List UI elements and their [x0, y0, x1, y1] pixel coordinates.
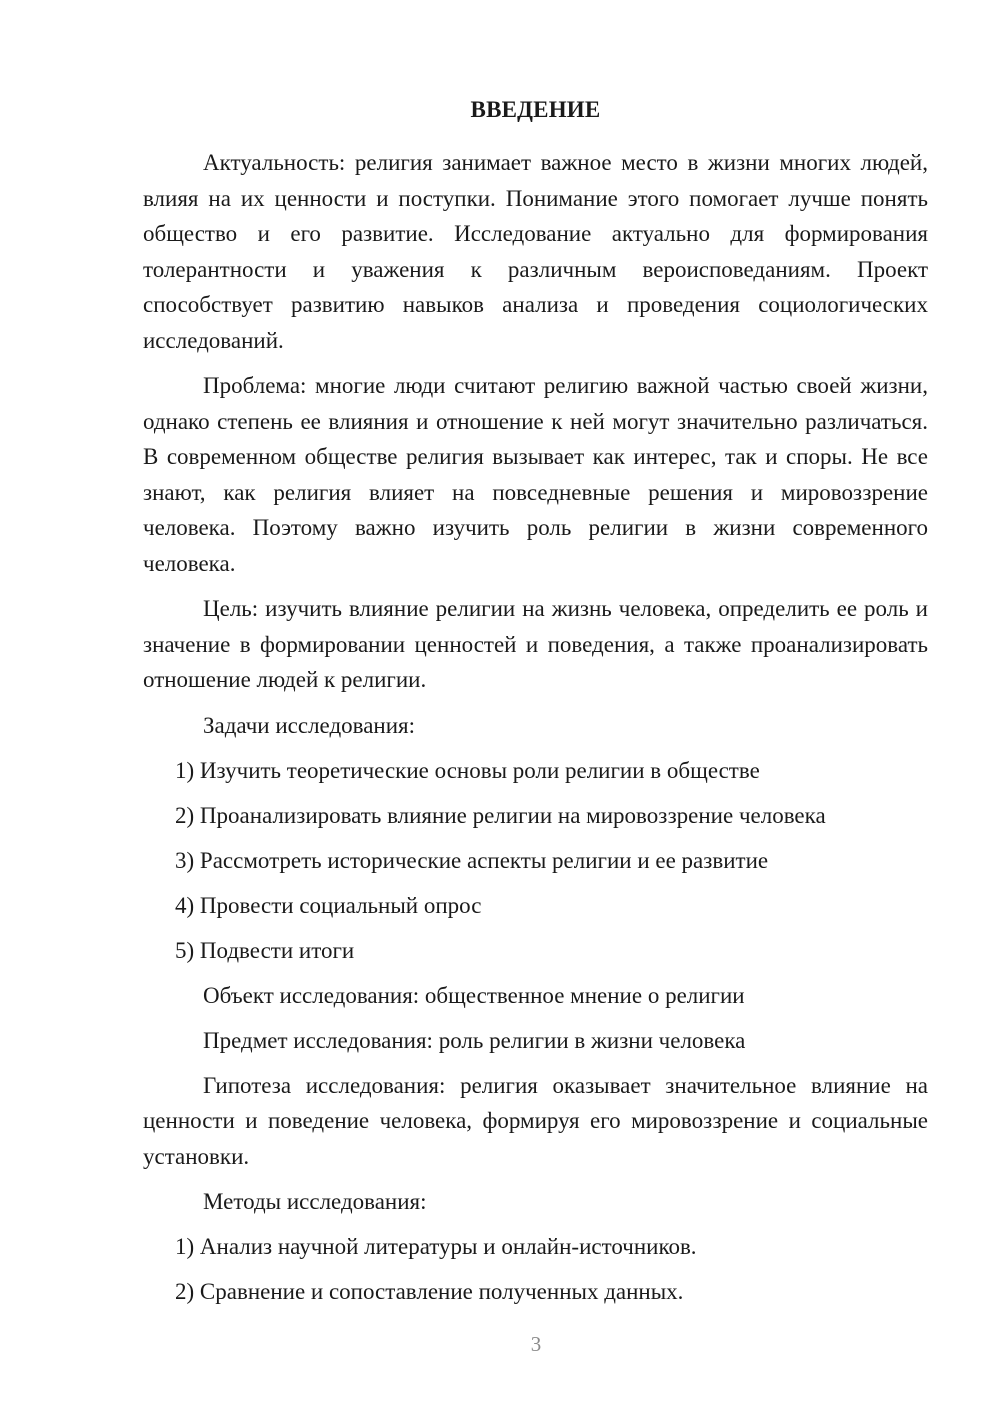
problem-paragraph: Проблема: многие люди считают религию важной частью своей жизни, однако степень ее влияния и отношение к ней могут значительно различаться. В современном обществе религия вызывает как интерес, так и споры. Не все знают, как религия влияет на повседневные решения и мировоззрение человека. Поэтому важно изучить роль религии в жизни современного человека.: [143, 373, 928, 576]
tasks-heading: Задачи исследования:: [203, 712, 416, 738]
methods-list: [143, 1229, 928, 1309]
list-item: 1) Изучить теоретические основы роли религии в обществе: [175, 757, 760, 783]
list-item: 5) Подвести итоги: [175, 937, 355, 963]
list-item: 4) Провести социальный опрос: [175, 892, 482, 918]
goal-paragraph: Цель: изучить влияние религии на жизнь человека, определить ее роль и значение в формировании ценностей и поведения, а также проанализировать отношение людей к религии.: [143, 596, 928, 692]
relevance-paragraph: Актуальность: религия занимает важное место в жизни многих людей, влияя на их ценности и поступки. Понимание этого помогает лучше понять общество и его развитие. Исследование актуально для формирования толерантности и уважения к различным вероисповеданиям. Проект способствует развитию навыков анализа и проведения социологических исследований.: [143, 150, 928, 353]
subject-line: Предмет исследования: роль религии в жизни человека: [203, 1027, 746, 1053]
list-item: 1) Анализ научной литературы и онлайн-источников.: [175, 1234, 697, 1259]
hypothesis-paragraph: Гипотеза исследования: религия оказывает значительное влияние на ценности и поведение человека, формируя его мировоззрение и социальные установки.: [143, 1072, 928, 1169]
section-title: ВВЕДЕНИЕ: [470, 97, 601, 122]
document-page: [143, 92, 928, 1319]
list-item: 2) Сравнение и сопоставление полученных данных.: [175, 1279, 684, 1304]
methods-heading: Методы исследования:: [203, 1189, 427, 1214]
tasks-list: [143, 753, 928, 968]
page-number: 3: [530, 1332, 542, 1356]
object-line: Объект исследования: общественное мнение о религии: [203, 982, 745, 1008]
list-item: 2) Проанализировать влияние религии на мировоззрение человека: [175, 802, 826, 828]
list-item: 3) Рассмотреть исторические аспекты религии и ее развитие: [175, 847, 769, 873]
